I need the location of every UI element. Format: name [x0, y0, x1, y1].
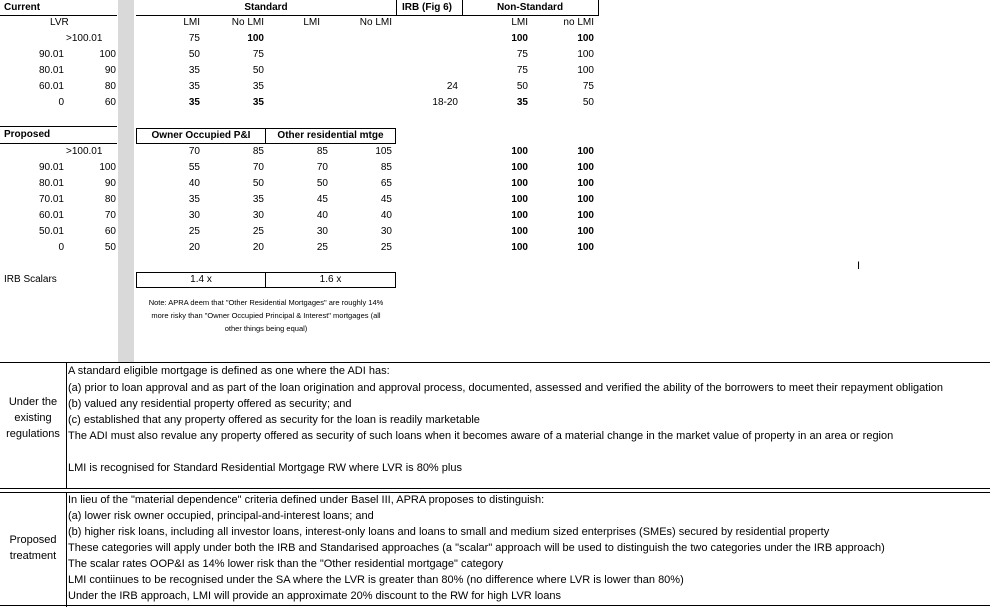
cur-r4-ns-lmi: 35	[516, 97, 528, 108]
col-header-ns-no-lmi: no LMI	[563, 17, 594, 28]
pro-r4-oo2: 30	[252, 210, 264, 221]
existing-line-2: (b) valued any residential property offered as security; and	[68, 398, 352, 410]
pro-r2-ot1: 50	[316, 178, 328, 189]
pro-r5-lvr-to: 60	[104, 226, 116, 237]
nonstandard-right-border	[598, 0, 599, 16]
pro-r5-oo1: 25	[188, 226, 200, 237]
pro-r1-oo1: 55	[188, 162, 200, 173]
current-title: Current	[4, 2, 41, 13]
existing-bottom-rule	[0, 488, 990, 489]
pro-r6-ot2: 25	[380, 242, 392, 253]
pro-r2-lvr-to: 90	[104, 178, 116, 189]
cur-r4-nolmi: 35	[252, 97, 264, 108]
treatment-line-0: In lieu of the "material dependence" criteria defined under Basel III, APRA proposes to distinguish:	[68, 494, 545, 506]
cur-r2-nolmi: 50	[252, 65, 264, 76]
treatment-line-6: Under the IRB approach, LMI will provide an approximate 20% discount to the RW for high LVR loans	[68, 590, 562, 602]
existing-line-0: A standard eligible mortgage is defined as one where the ADI has:	[68, 365, 390, 377]
pro-r5-lvr-from: 50.01	[38, 226, 64, 237]
pro-r3-lvr-to: 80	[104, 194, 116, 205]
pro-r3-ns2: 100	[577, 194, 594, 205]
pro-r0-ns1: 100	[511, 146, 528, 157]
treatment-line-5: LMI contiinues to be recognised under the SA where the LVR is greater than 80% (no difference where LVR is lower than 80%)	[68, 574, 684, 586]
irb-scalars-label: IRB Scalars	[4, 274, 57, 285]
treatment-line-3: These categories will apply under both the IRB and Standarised approaches (a "scalar" approach will be used to distinguish the two categories under the IRB approach)	[68, 542, 885, 554]
cur-r2-lmi: 35	[188, 65, 200, 76]
pro-r1-lvr-to: 100	[99, 162, 116, 173]
pro-r0-lvr-from	[0, 144, 64, 160]
pro-r0-ot1: 85	[316, 146, 328, 157]
treatment-divider	[66, 492, 67, 607]
cur-r2-lvr-from: 80.01	[38, 65, 64, 76]
pro-r6-ns1: 100	[511, 242, 528, 253]
pro-r0-oo2: 85	[252, 146, 264, 157]
cur-r3-lvr-from: 60.01	[38, 81, 64, 92]
gray-separator-column	[118, 0, 134, 362]
treatment-label: Proposed treatment	[9, 534, 57, 562]
pro-r3-ot1: 45	[316, 194, 328, 205]
cur-r0-nolmi: 100	[247, 33, 264, 44]
cur-r0-lmi: 75	[188, 33, 200, 44]
cur-r1-lmi: 50	[188, 49, 200, 60]
pro-r2-lvr-from: 80.01	[38, 178, 64, 189]
pro-r2-ns1: 100	[511, 178, 528, 189]
irb-left-border	[396, 0, 397, 16]
existing-label: Under the existing regulations	[6, 396, 60, 440]
oo-scalar: 1.4 x	[136, 272, 266, 288]
pro-r5-ot2: 30	[380, 226, 392, 237]
pro-r6-oo1: 20	[188, 242, 200, 253]
pro-r2-ns2: 100	[577, 178, 594, 189]
pro-r0-ns2: 100	[577, 146, 594, 157]
cur-r0-ns-nolmi: 100	[577, 33, 594, 44]
existing-line-3: (c) established that any property offered as security for the loan is readily marketable	[68, 414, 480, 426]
cur-r3-irb: 24	[446, 81, 458, 92]
pro-r3-lvr-from: 70.01	[38, 194, 64, 205]
pro-r3-ot2: 45	[380, 194, 392, 205]
pro-r6-lvr-from: 0	[58, 242, 64, 253]
scalar-note: Note: APRA deem that "Other Residential Mortgages" are roughly 14% more risky than "Owner Occupied Principal & Interest" mortgages (all other things being equal)	[148, 298, 384, 333]
col-header-no-lmi: No LMI	[231, 17, 264, 28]
pro-r4-lvr-from: 60.01	[38, 210, 64, 221]
treatment-line-2: (b) higher risk loans, including all investor loans, interest-only loans and loans to small and medium sized enterprises (SMEs) secured by residential property	[68, 526, 830, 538]
pro-r3-oo2: 35	[252, 194, 264, 205]
cur-r3-nolmi: 35	[252, 81, 264, 92]
pro-r6-lvr-to: 50	[104, 242, 116, 253]
col-header-lmi: LMI	[183, 17, 200, 28]
col-header-ns-lmi: LMI	[511, 17, 528, 28]
cur-r2-ns-lmi: 75	[516, 65, 528, 76]
col-header-no-lmi-2: No LMI	[359, 17, 392, 28]
cur-r4-ns-nolmi: 50	[582, 97, 594, 108]
cur-r0-lvr-to: >100.01	[66, 33, 103, 44]
pro-r4-ot2: 40	[380, 210, 392, 221]
other-scalar: 1.6 x	[266, 272, 396, 288]
cur-r0-lvr-from	[0, 31, 64, 47]
pro-r0-ot2: 105	[375, 146, 392, 157]
pro-r4-ot1: 40	[316, 210, 328, 221]
treatment-line-1: (a) lower risk owner occupied, principal-and-interest loans; and	[68, 510, 374, 522]
proposed-title: Proposed	[4, 129, 51, 140]
pro-r2-oo2: 50	[252, 178, 264, 189]
pro-r4-ns2: 100	[577, 210, 594, 221]
irb-header: IRB (Fig 6)	[402, 2, 452, 13]
cur-r3-ns-lmi: 50	[516, 81, 528, 92]
lvr-header: LVR	[50, 17, 69, 28]
pro-r0-lvr-to: >100.01	[66, 146, 103, 157]
owner-occupied-header: Owner Occupied P&I	[136, 128, 266, 144]
cur-r3-lmi: 35	[188, 81, 200, 92]
existing-divider	[66, 362, 67, 489]
pro-r1-oo2: 70	[252, 162, 264, 173]
text-cursor-icon: I	[857, 260, 861, 272]
treatment-bottom-rule	[0, 605, 990, 606]
pro-r1-ot1: 70	[316, 162, 328, 173]
cur-r1-nolmi: 75	[252, 49, 264, 60]
standard-header: Standard	[244, 2, 288, 13]
pro-r3-ns1: 100	[511, 194, 528, 205]
pro-r1-lvr-from: 90.01	[38, 162, 64, 173]
pro-r6-ns2: 100	[577, 242, 594, 253]
cur-r1-irb	[400, 47, 458, 63]
pro-r6-ot1: 25	[316, 242, 328, 253]
cur-r2-lvr-to: 90	[104, 65, 116, 76]
existing-lmi-line: LMI is recognised for Standard Residential Mortgage RW where LVR is 80% plus	[68, 462, 462, 474]
pro-r4-oo1: 30	[188, 210, 200, 221]
cur-r1-lvr-from: 90.01	[38, 49, 64, 60]
nonstandard-left-border	[462, 0, 463, 16]
cur-r0-irb	[400, 31, 458, 47]
cur-r1-ns-nolmi: 100	[577, 49, 594, 60]
nonstandard-header: Non-Standard	[496, 2, 564, 13]
pro-r5-ns1: 100	[511, 226, 528, 237]
existing-line-1: (a) prior to loan approval and as part of the loan origination and approval process, documented, assessed and verified the ability of the borrowers to meet their repayment obligation	[68, 382, 944, 394]
cur-r1-lvr-to: 100	[99, 49, 116, 60]
cur-r1-ns-lmi: 75	[516, 49, 528, 60]
current-header-rule	[0, 15, 117, 16]
pro-r2-oo1: 40	[188, 178, 200, 189]
existing-line-4: The ADI must also revalue any property offered as security of such loans when it becomes aware of a material change in the market value of property in an area or region	[68, 430, 894, 442]
pro-r2-ot2: 65	[380, 178, 392, 189]
pro-r4-lvr-to: 70	[104, 210, 116, 221]
other-residential-header: Other residential mtge	[266, 128, 396, 144]
cur-r4-irb: 18-20	[432, 97, 458, 108]
pro-r4-ns1: 100	[511, 210, 528, 221]
cur-r3-lvr-to: 80	[104, 81, 116, 92]
pro-r1-ns1: 100	[511, 162, 528, 173]
pro-r1-ot2: 85	[380, 162, 392, 173]
col-header-lmi-2: LMI	[303, 17, 320, 28]
treatment-line-4: The scalar rates OOP&I as 14% lower risk than the "Other residential mortgage" category	[68, 558, 504, 570]
pro-r1-ns2: 100	[577, 162, 594, 173]
cur-r4-lmi: 35	[188, 97, 200, 108]
pro-r5-oo2: 25	[252, 226, 264, 237]
cur-r2-irb	[400, 63, 458, 79]
cur-r0-ns-lmi: 100	[511, 33, 528, 44]
cur-r4-lvr-to: 60	[104, 97, 116, 108]
cur-r3-ns-nolmi: 75	[582, 81, 594, 92]
pro-r5-ot1: 30	[316, 226, 328, 237]
pro-r0-oo1: 70	[188, 146, 200, 157]
pro-r3-oo1: 35	[188, 194, 200, 205]
pro-r6-oo2: 20	[252, 242, 264, 253]
pro-r5-ns2: 100	[577, 226, 594, 237]
cur-r2-ns-nolmi: 100	[577, 65, 594, 76]
cur-r4-lvr-from: 0	[58, 97, 64, 108]
